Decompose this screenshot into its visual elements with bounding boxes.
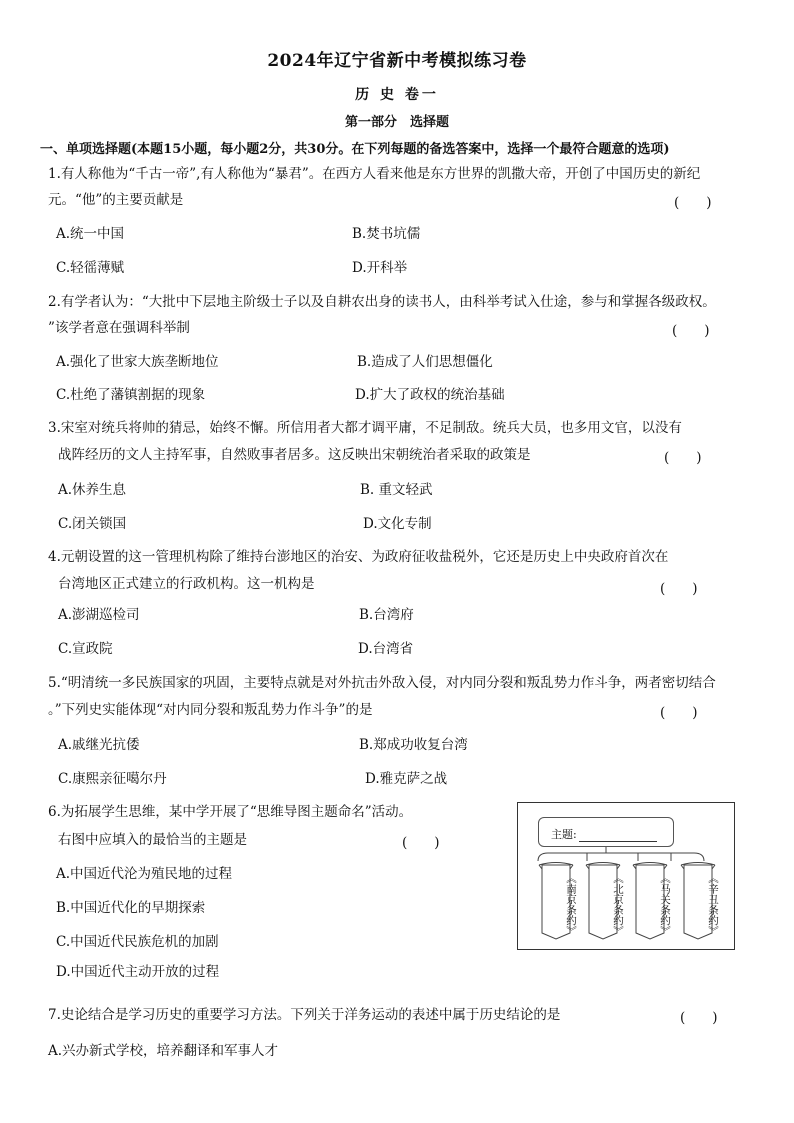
question-1-answer-bracket[interactable]: ( ) (674, 195, 712, 211)
question-1-option-b[interactable]: B.焚书坑儒 (352, 226, 421, 242)
question-6-answer-bracket[interactable]: ( ) (402, 835, 440, 851)
mind-map-topic-label: 主题: (551, 828, 577, 841)
mind-map-scroll-1 (536, 861, 576, 941)
part-heading: 第一部分 选择题 (344, 115, 449, 130)
question-4-option-c[interactable]: C.宣政院 (58, 641, 113, 657)
question-5-line-2: 。”下列史实能体现“对内同分裂和叛乱势力作斗争”的是 (48, 702, 373, 718)
question-5-line-1: 5.“明清统一多民族国家的巩固，主要特点就是对外抗击外敌入侵，对内同分裂和叛乱势力作斗争，两者密切结合 (48, 675, 716, 691)
question-1-line-1: 1.有人称他为“千古一帝”,有人称他为“暴君”。在西方人看来他是东方世界的凯撒大帝，开创了中国历史的新纪 (48, 166, 701, 182)
question-1-line-2: 元。“他”的主要贡献是 (48, 192, 184, 208)
mind-map-scroll-3-text: 《马关条约》 (659, 873, 671, 936)
question-3-option-c[interactable]: C.闭关锁国 (58, 516, 127, 532)
question-6-option-a[interactable]: A.中国近代沦为殖民地的过程 (56, 866, 233, 882)
question-4-answer-bracket[interactable]: ( ) (660, 581, 698, 597)
question-2-line-2: ”该学者意在强调科举制 (48, 320, 190, 336)
question-2-answer-bracket[interactable]: ( ) (672, 323, 710, 339)
mind-map-scroll-2 (583, 861, 623, 941)
question-6-option-b[interactable]: B.中国近代化的早期探索 (56, 900, 206, 916)
question-6-option-c[interactable]: C.中国近代民族危机的加剧 (56, 934, 219, 950)
question-7-answer-bracket[interactable]: ( ) (680, 1010, 718, 1026)
question-6-option-d[interactable]: D.中国近代主动开放的过程 (56, 964, 220, 980)
question-7-option-a[interactable]: A.兴办新式学校，培养翻译和军事人才 (48, 1043, 279, 1059)
question-2-option-b[interactable]: B.造成了人们思想僵化 (357, 354, 493, 370)
question-2-option-d[interactable]: D.扩大了政权的统治基础 (355, 387, 505, 403)
question-3-option-a[interactable]: A.休养生息 (58, 482, 127, 498)
mind-map-scroll-4 (678, 861, 718, 941)
question-3-option-b[interactable]: B. 重文轻武 (360, 482, 433, 498)
mind-map-figure (517, 802, 735, 950)
question-4-option-a[interactable]: A.澎湖巡检司 (58, 607, 140, 623)
question-4-line-1: 4.元朝设置的这一管理机构除了维持台澎地区的治安、为政府征收盐税外，它还是历史上中央政府首次在 (48, 549, 669, 565)
question-5-option-a[interactable]: A.戚继光抗倭 (58, 737, 140, 753)
exam-title: 2024年辽宁省新中考模拟练习卷 (267, 51, 527, 71)
question-2-line-1: 2.有学者认为：“大批中下层地主阶级士子以及自耕农出身的读书人，由科举考试入仕途，参与和掌握各级政权。 (48, 294, 716, 310)
section-heading: 一、单项选择题(本题15小题，每小题2分，共30分。在下列每题的备选答案中，选择一个最符合题意的选项) (40, 142, 670, 157)
mind-map-scroll-1-text: 《南京条约》 (565, 873, 577, 936)
question-4-option-b[interactable]: B.台湾府 (359, 607, 414, 623)
question-4-option-d[interactable]: D.台湾省 (358, 641, 414, 657)
question-2-option-c[interactable]: C.杜绝了藩镇割据的现象 (56, 387, 206, 403)
question-3-answer-bracket[interactable]: ( ) (664, 450, 702, 466)
question-1-option-c[interactable]: C.轻徭薄赋 (56, 260, 125, 276)
question-7-line-1: 7.史论结合是学习历史的重要学习方法。下列关于洋务运动的表述中属于历史结论的是 (48, 1007, 561, 1023)
question-5-answer-bracket[interactable]: ( ) (660, 705, 698, 721)
question-5-option-d[interactable]: D.雅克萨之战 (365, 771, 448, 787)
question-5-option-b[interactable]: B.郑成功收复台湾 (359, 737, 468, 753)
question-1-option-d[interactable]: D.开科举 (352, 260, 408, 276)
mind-map-scroll-3 (630, 861, 670, 941)
question-6-line-2: 右图中应填入的最恰当的主题是 (58, 832, 247, 848)
question-2-option-a[interactable]: A.强化了世家大族垄断地位 (56, 354, 219, 370)
question-6-line-1: 6.为拓展学生思维，某中学开展了“思维导图主题命名”活动。 (48, 804, 413, 820)
question-1-option-a[interactable]: A.统一中国 (56, 226, 125, 242)
question-3-line-1: 3.宋室对统兵将帅的猜忌，始终不懈。所信用者大都才调平庸，不足制敌。统兵大员，也多用文官，以没有 (48, 420, 682, 436)
question-3-line-2: 战阵经历的文人主持军事，自然败事者居多。这反映出宋朝统治者采取的政策是 (58, 447, 531, 463)
question-3-option-d[interactable]: D.文化专制 (363, 516, 432, 532)
mind-map-scroll-4-text: 《辛丑条约》 (707, 873, 719, 936)
mind-map-scroll-2-text: 《北京条约》 (612, 873, 624, 936)
question-5-option-c[interactable]: C.康熙亲征噶尔丹 (58, 771, 167, 787)
exam-subject: 历 史 卷一 (355, 87, 439, 103)
question-4-line-2: 台湾地区正式建立的行政机构。这一机构是 (58, 576, 315, 592)
